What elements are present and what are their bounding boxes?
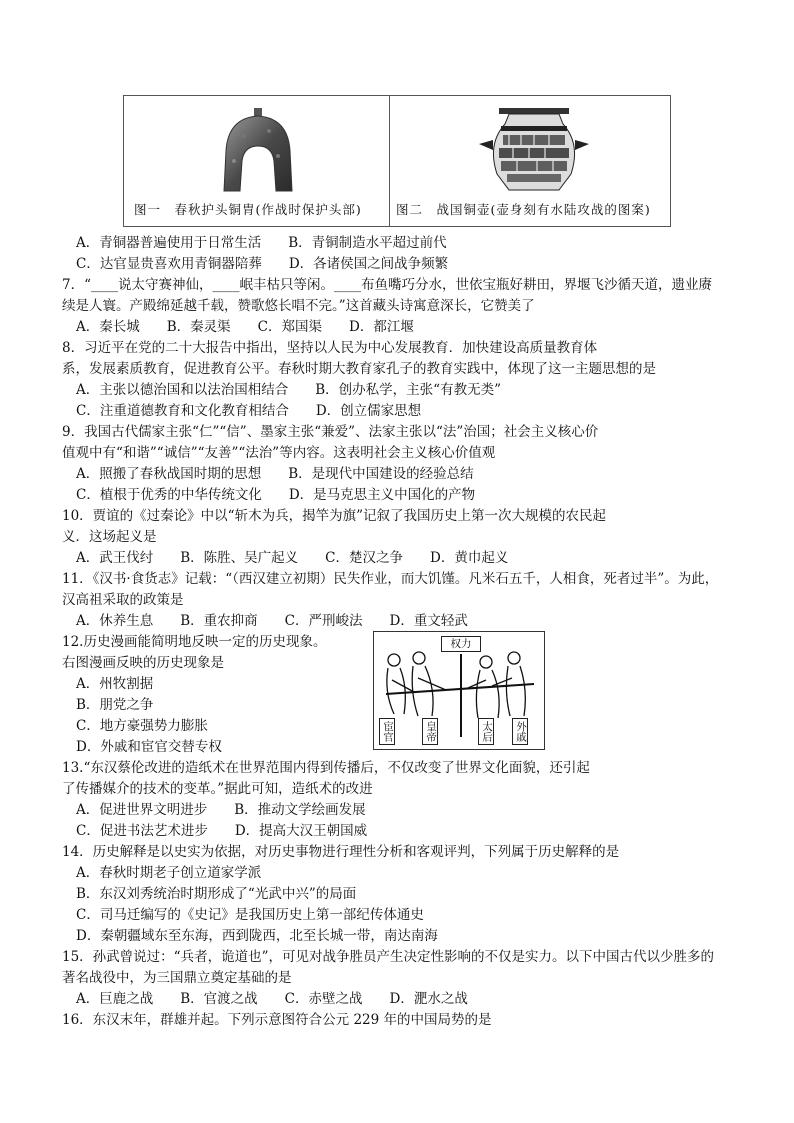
q7-stem-line1: 7．“____说太守赛神仙，____岷丰枯只等闲。____布鱼嘴巧分水，世依宝瓶好耕田，界堰飞沙循天道，遗业赓 bbox=[62, 277, 712, 293]
q12-stem-line2: 右图漫画反映的历史现象是 bbox=[62, 655, 224, 671]
q8-options-ab: A．主张以德治国和以法治国相结合 B．创办私学，主张“有教无类” bbox=[76, 382, 501, 398]
q10-options: A．武王伐纣 B．陈胜、吴广起义 C．楚汉之争 D．黄巾起义 bbox=[76, 550, 509, 566]
bronze-vessel-image bbox=[479, 104, 589, 196]
cartoon-power-label: 权力 bbox=[441, 636, 481, 652]
q8-options-cd: C．注重道德教育和文化教育相结合 D．创立儒家思想 bbox=[76, 403, 422, 419]
figure1-caption: 图一 春秋护头铜胄(作战时保护头部) bbox=[134, 202, 362, 217]
q14-option-c: C．司马迁编写的《史记》是我国历史上第一部纪传体通史 bbox=[76, 907, 424, 923]
cartoon-empress-dowager-label: 太后 bbox=[478, 718, 494, 745]
q12-option-d: D．外戚和宦官交替专权 bbox=[76, 739, 222, 755]
q13-stem-line2: 了传播媒介的技术的变革。”据此可知，造纸术的改进 bbox=[62, 781, 373, 797]
q11-stem-line2: 汉高祖采取的政策是 bbox=[62, 592, 184, 608]
q13-options-cd: C．促进书法艺术进步 D．提高大汉王朝国威 bbox=[76, 823, 368, 839]
q13-options-ab: A．促进世界文明进步 B．推动文学绘画发展 bbox=[76, 802, 366, 818]
q11-stem-line1: 11．《汉书·食货志》记载：“（西汉建立初期）民失作业，而大饥馑。凡米石五千，人相食，死者过半”。为此， bbox=[62, 571, 719, 587]
q9-options-cd: C．植根于优秀的中华传统文化 D．是马克思主义中国化的产物 bbox=[76, 487, 476, 503]
bronze-helmet-image bbox=[214, 106, 304, 196]
q12-option-a: A．州牧割据 bbox=[76, 676, 154, 692]
q16-stem: 16．东汉末年，群雄并起。下列示意图符合公元 229 年的中国局势的是 bbox=[62, 1012, 492, 1028]
figure2-caption: 图二 战国铜壶(壶身刻有水陆攻战的图案) bbox=[396, 202, 651, 217]
q10-stem-line2: 义．这场起义是 bbox=[62, 529, 157, 545]
q13-stem-line1: 13.“东汉蔡伦改进的造纸术在世界范围内得到传播后，不仅改变了世界文化面貌，还引起 bbox=[62, 760, 590, 776]
q12-option-b: B．朋党之争 bbox=[76, 697, 154, 713]
q14-stem: 14．历史解释是以史实为依据，对历史事物进行理性分析和客观评判，下列属于历史解释的是 bbox=[62, 844, 620, 860]
q6-options-ab: A．青铜器普遍使用于日常生活 B．青铜制造水平超过前代 bbox=[76, 235, 447, 251]
q12-option-c: C．地方豪强势力膨胀 bbox=[76, 718, 208, 734]
figure-box bbox=[123, 95, 671, 227]
q8-stem-line2: 系，发展素质教育，促进教育公平。春秋时期大教育家孔子的教育实践中，体现了这一主题思想的是 bbox=[62, 361, 656, 377]
figure-divider bbox=[389, 96, 390, 226]
q14-option-d: D．秦朝疆域东至东海，西到陇西，北至长城一带，南达南海 bbox=[76, 928, 438, 944]
q6-options-cd: C．达官显贵喜欢用青铜器陪葬 D．各诸侯国之间战争频繁 bbox=[76, 256, 449, 272]
q14-option-a: A．春秋时期老子创立道家学派 bbox=[76, 865, 262, 881]
q9-stem-line2: 值观中有“和谐”“诚信”“友善”“法治”等内容。这表明社会主义核心价值观 bbox=[62, 445, 496, 461]
cartoon-maternal-relatives-label: 外戚 bbox=[512, 718, 528, 745]
q8-stem-line1: 8．习近平在党的二十大报告中指出，坚持以人民为中心发展教育．加快建设高质量教育体 bbox=[62, 340, 598, 356]
q11-options: A．休养生息 B．重农抑商 C．严刑峻法 D．重文轻武 bbox=[76, 613, 468, 629]
cartoon-eunuch-label: 宦官 bbox=[379, 718, 395, 745]
q7-stem-line2: 续是人寰。产殿绵延越千载，赞歌悠长唱不完。”这首藏头诗寓意深长，它赞美了 bbox=[62, 298, 535, 314]
q12-stem-line1: 12.历史漫画能简明地反映一定的历史现象。 bbox=[62, 634, 327, 650]
q15-stem-line2: 著名战役中，为三国鼎立奠定基础的是 bbox=[62, 970, 292, 986]
power-struggle-cartoon bbox=[373, 631, 545, 750]
q7-options: A．秦长城 B．秦灵渠 C．郑国渠 D．都江堰 bbox=[76, 319, 414, 335]
q15-stem-line1: 15．孙武曾说过：“兵者，诡道也”，可见对战争胜员产生决定性影响的不仅是实力。以下中国古代以少胜多的 bbox=[62, 949, 714, 965]
cartoon-emperor-label: 皇帝 bbox=[422, 718, 438, 745]
q10-stem-line1: 10．贾谊的《过秦论》中以“斩木为兵，揭竿为旗”记叙了我国历史上第一次大规模的农民起 bbox=[62, 508, 606, 524]
q9-stem-line1: 9．我国古代儒家主张“仁”“信”、墨家主张“兼爱”、法家主张以“法”治国；社会主义核心价 bbox=[62, 424, 599, 440]
q15-options: A．巨鹿之战 B．官渡之战 C．赤壁之战 D．淝水之战 bbox=[76, 991, 468, 1007]
q9-options-ab: A．照搬了春秋战国时期的思想 B．是现代中国建设的经验总结 bbox=[76, 466, 474, 482]
q14-option-b: B．东汉刘秀统治时期形成了“光武中兴”的局面 bbox=[76, 886, 357, 902]
